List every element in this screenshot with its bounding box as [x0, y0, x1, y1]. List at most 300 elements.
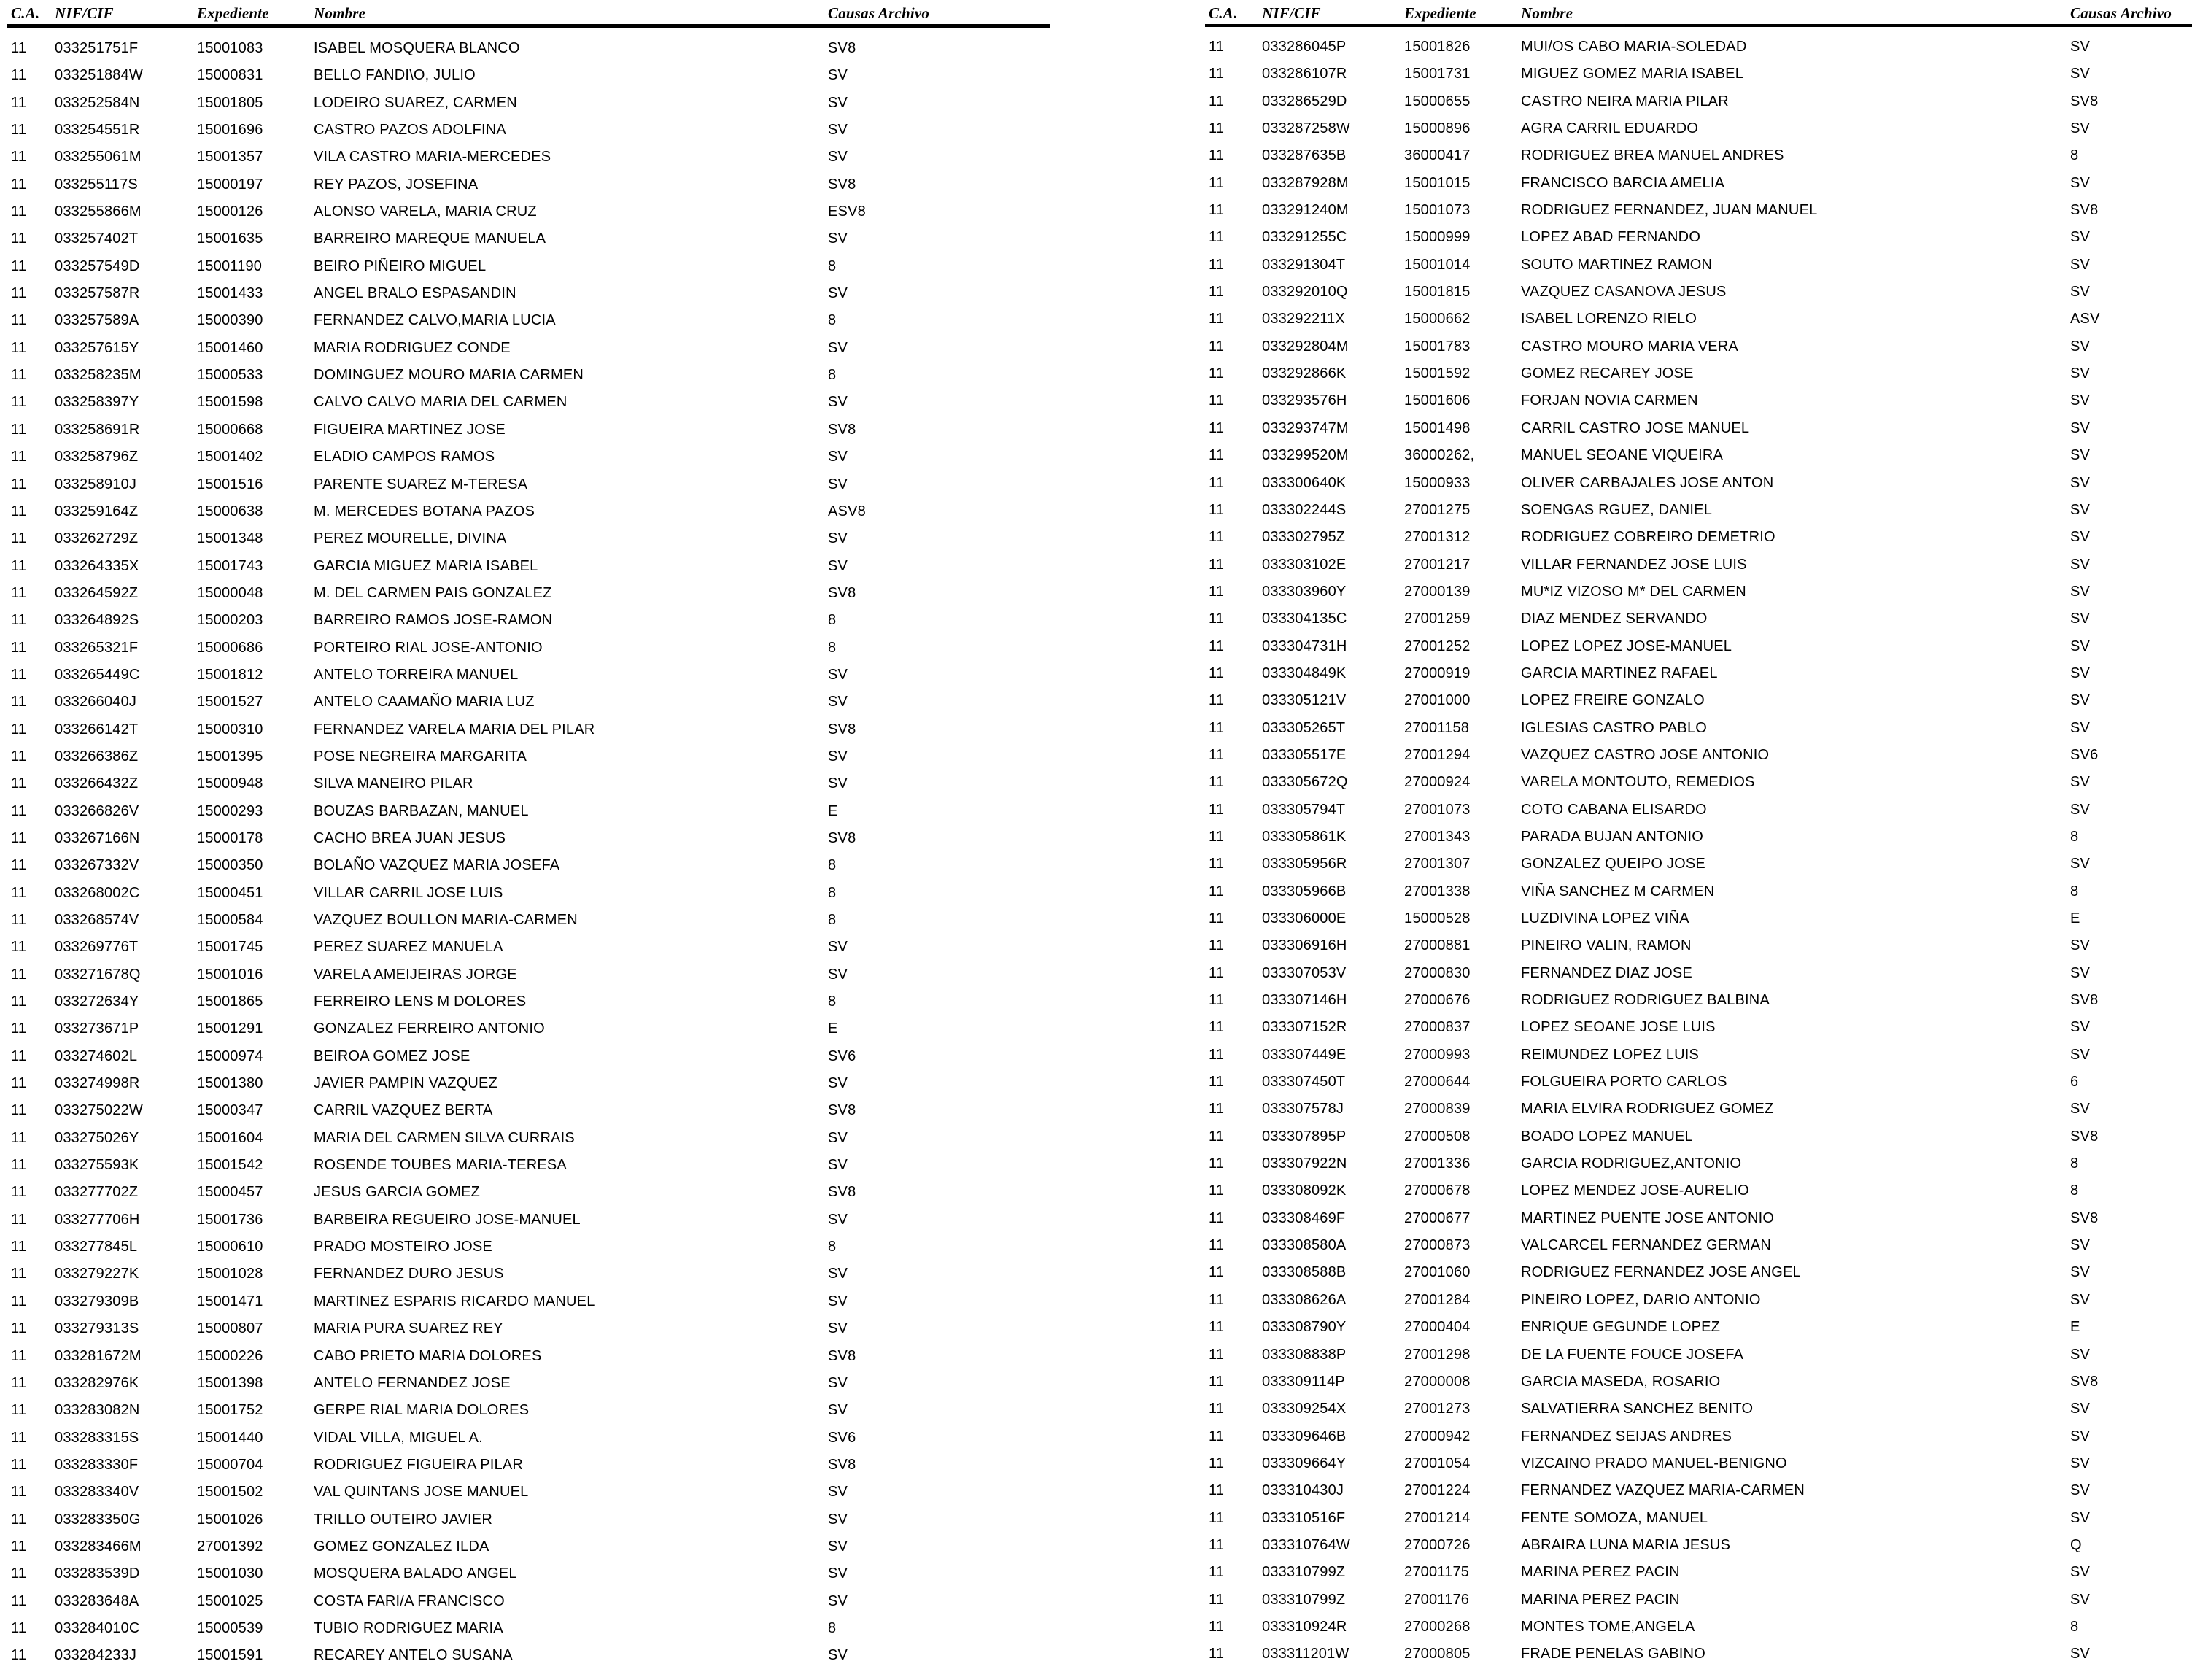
cell-causas: SV8: [828, 1347, 856, 1364]
cell-ca: 11: [1209, 1046, 1225, 1063]
cell-expediente: 15001015: [1404, 174, 1471, 191]
cell-ca: 11: [11, 939, 27, 956]
cell-expediente: 27000678: [1404, 1182, 1471, 1199]
table-row: [1205, 660, 2192, 687]
cell-ca: 11: [11, 231, 27, 247]
cell-nif: 033292211X: [1262, 311, 1345, 328]
table-row: [7, 1097, 1050, 1124]
cell-ca: 11: [11, 149, 27, 166]
cell-nif: 033305956R: [1262, 856, 1347, 872]
cell-causas: ASV8: [828, 503, 866, 519]
cell-nombre: MU*IZ VIZOSO M* DEL CARMEN: [1521, 583, 1746, 600]
cell-ca: 11: [11, 421, 27, 438]
cell-nombre: FIGUEIRA MARTINEZ JOSE: [314, 421, 506, 438]
cell-nombre: BEIROA GOMEZ JOSE: [314, 1048, 470, 1064]
cell-nombre: FERNANDEZ DIAZ JOSE: [1521, 964, 1692, 981]
table-row: [7, 580, 1050, 607]
cell-nif: 033266142T: [55, 721, 139, 738]
cell-expediente: 15001016: [197, 966, 263, 983]
cell-causas: SV: [828, 1129, 848, 1146]
cell-nombre: REIMUNDEZ LOPEZ LUIS: [1521, 1046, 1700, 1063]
cell-causas: SV: [828, 748, 848, 764]
cell-causas: SV: [2070, 937, 2091, 954]
cell-nif: 033254551R: [55, 122, 140, 139]
cell-nombre: LOPEZ SEOANE JOSE LUIS: [1521, 1019, 1716, 1036]
cell-expediente: 27001284: [1404, 1291, 1471, 1308]
cell-expediente: 15000704: [197, 1456, 263, 1473]
cell-nif: 033266386Z: [55, 748, 139, 764]
cell-expediente: 15000293: [197, 802, 263, 819]
cell-expediente: 15001028: [197, 1266, 263, 1282]
cell-expediente: 27000139: [1404, 583, 1471, 600]
table-row: [1205, 1123, 2192, 1150]
cell-ca: 11: [1209, 1264, 1225, 1281]
cell-nif: 033304135C: [1262, 611, 1347, 627]
cell-ca: 11: [1209, 338, 1225, 355]
cell-causas: SV: [2070, 665, 2091, 681]
cell-causas: SV8: [2070, 1128, 2099, 1145]
cell-nombre: IGLESIAS CASTRO PABLO: [1521, 719, 1708, 736]
cell-causas: E: [2070, 1319, 2080, 1336]
cell-nombre: VIDAL VILLA, MIGUEL A.: [314, 1429, 483, 1446]
cell-expediente: 15001348: [197, 530, 263, 547]
table-row: [7, 961, 1050, 988]
cell-nif: 033305517E: [1262, 746, 1347, 763]
table-row: [7, 35, 1050, 62]
cell-nif: 033306916H: [1262, 937, 1347, 954]
cell-expediente: 15000610: [197, 1239, 263, 1255]
cell-ca: 11: [1209, 1156, 1225, 1172]
cell-nif: 033292804M: [1262, 338, 1349, 355]
cell-nombre: CASTRO MOURO MARIA VERA: [1521, 338, 1738, 355]
cell-nif: 033264335X: [55, 557, 139, 574]
cell-ca: 11: [11, 1402, 27, 1419]
cell-causas: SV: [828, 1293, 848, 1309]
cell-ca: 11: [1209, 256, 1225, 273]
cell-nombre: BOADO LOPEZ MANUEL: [1521, 1128, 1693, 1145]
cell-nombre: GARCIA MIGUEZ MARIA ISABEL: [314, 557, 538, 574]
cell-nif: 033292010Q: [1262, 284, 1348, 301]
table-row: [7, 635, 1050, 662]
cell-nombre: MARINA PEREZ PACIN: [1521, 1564, 1680, 1581]
cell-causas: SV: [2070, 392, 2091, 409]
cell-nombre: CARRIL VAZQUEZ BERTA: [314, 1102, 493, 1119]
table-row: [1205, 960, 2192, 987]
cell-nif: 033257549D: [55, 258, 140, 274]
cell-expediente: 15001592: [1404, 365, 1471, 382]
cell-ca: 11: [11, 1293, 27, 1309]
cell-ca: 11: [1209, 93, 1225, 109]
cell-causas: SV: [2070, 1291, 2091, 1308]
cell-nif: 033302244S: [1262, 501, 1347, 518]
cell-ca: 11: [1209, 447, 1225, 464]
cell-nif: 033291304T: [1262, 256, 1346, 273]
column-header-nif: NIF/CIF: [1262, 4, 1321, 22]
cell-nif: 033283648A: [55, 1592, 139, 1609]
cell-ca: 11: [11, 912, 27, 928]
table-row: [7, 225, 1050, 252]
table-row: [1205, 1477, 2192, 1504]
cell-nombre: RODRIGUEZ FERNANDEZ JOSE ANGEL: [1521, 1264, 1801, 1281]
cell-nif: 033266432Z: [55, 775, 139, 792]
cell-nif: 033267332V: [55, 857, 139, 874]
cell-ca: 11: [1209, 392, 1225, 409]
cell-causas: 8: [828, 258, 837, 274]
cell-nif: 033300640K: [1262, 474, 1347, 491]
cell-nombre: TUBIO RODRIGUEZ MARIA: [314, 1619, 503, 1636]
table-row: [7, 1533, 1050, 1560]
cell-ca: 11: [1209, 611, 1225, 627]
table-row: [1205, 1532, 2192, 1559]
cell-nif: 033310924R: [1262, 1618, 1347, 1635]
cell-nombre: FERNANDEZ SEIJAS ANDRES: [1521, 1428, 1732, 1444]
cell-nombre: MARINA PEREZ PACIN: [1521, 1591, 1680, 1608]
cell-expediente: 15001604: [197, 1129, 263, 1146]
cell-ca: 11: [11, 1048, 27, 1064]
cell-ca: 11: [11, 966, 27, 983]
cell-expediente: 27000404: [1404, 1319, 1471, 1336]
cell-expediente: 27001054: [1404, 1455, 1471, 1471]
cell-causas: SV8: [2070, 93, 2099, 109]
table-row: [7, 1642, 1050, 1669]
cell-nif: 033308588B: [1262, 1264, 1347, 1281]
cell-causas: SV: [828, 966, 848, 983]
cell-expediente: 27001273: [1404, 1401, 1471, 1417]
cell-expediente: 15000896: [1404, 120, 1471, 137]
table-row: [1205, 1559, 2192, 1586]
cell-causas: 8: [828, 312, 837, 329]
cell-nombre: BARREIRO RAMOS JOSE-RAMON: [314, 612, 553, 629]
cell-expediente: 15001731: [1404, 66, 1471, 82]
cell-nombre: FOLGUEIRA PORTO CARLOS: [1521, 1074, 1727, 1091]
cell-nombre: VIZCAINO PRADO MANUEL-BENIGNO: [1521, 1455, 1787, 1471]
cell-ca: 11: [11, 312, 27, 329]
table-row: [7, 171, 1050, 198]
table-row: [1205, 252, 2192, 279]
cell-nombre: ALONSO VARELA, MARIA CRUZ: [314, 204, 537, 220]
cell-causas: SV: [828, 1266, 848, 1282]
table-row: [1205, 578, 2192, 605]
table-row: [7, 362, 1050, 389]
cell-causas: SV8: [828, 1184, 856, 1201]
cell-expediente: 15000933: [1404, 474, 1471, 491]
cell-ca: 11: [1209, 202, 1225, 219]
cell-nif: 033286045P: [1262, 39, 1347, 55]
cell-expediente: 15000347: [197, 1102, 263, 1119]
cell-expediente: 15001598: [197, 394, 263, 411]
cell-ca: 11: [1209, 992, 1225, 1009]
cell-nombre: VILLAR CARRIL JOSE LUIS: [314, 884, 503, 901]
cell-expediente: 15000350: [197, 857, 263, 874]
cell-causas: SV: [2070, 529, 2091, 546]
cell-expediente: 15001440: [197, 1429, 263, 1446]
cell-expediente: 27001259: [1404, 611, 1471, 627]
table-row: [1205, 1042, 2192, 1069]
cell-ca: 11: [11, 1647, 27, 1664]
cell-nif: 033279313S: [55, 1320, 139, 1337]
cell-expediente: 15000226: [197, 1347, 263, 1364]
cell-nif: 033310516F: [1262, 1509, 1346, 1526]
table-row: [1205, 1505, 2192, 1532]
cell-expediente: 15001516: [197, 476, 263, 492]
cell-nombre: ELADIO CAMPOS RAMOS: [314, 449, 495, 465]
cell-nombre: VAZQUEZ CASANOVA JESUS: [1521, 284, 1727, 301]
cell-nif: 033258691R: [55, 421, 140, 438]
cell-nombre: VARELA MONTOUTO, REMEDIOS: [1521, 774, 1755, 791]
cell-causas: SV: [2070, 1482, 2091, 1499]
cell-causas: SV: [2070, 1264, 2091, 1281]
cell-causas: SV8: [2070, 1373, 2099, 1390]
cell-nombre: LOPEZ LOPEZ JOSE-MANUEL: [1521, 638, 1732, 654]
table-row: [7, 1152, 1050, 1179]
cell-causas: SV: [2070, 474, 2091, 491]
table-row: [7, 770, 1050, 797]
cell-ca: 11: [11, 1021, 27, 1037]
cell-nombre: PINEIRO VALIN, RAMON: [1521, 937, 1692, 954]
cell-expediente: 15001591: [197, 1647, 263, 1664]
cell-ca: 11: [1209, 1346, 1225, 1363]
cell-ca: 11: [11, 1619, 27, 1636]
cell-expediente: 27000726: [1404, 1536, 1471, 1553]
cell-nombre: MARIA PURA SUAREZ REY: [314, 1320, 503, 1337]
table-row: [1205, 1232, 2192, 1259]
cell-nif: 033275026Y: [55, 1129, 139, 1146]
cell-nif: 033251751F: [55, 40, 139, 56]
cell-expediente: 15001380: [197, 1075, 263, 1092]
cell-ca: 11: [1209, 311, 1225, 328]
cell-causas: SV: [828, 1374, 848, 1391]
table-row: [7, 1425, 1050, 1452]
column-header-nombre: Nombre: [314, 4, 366, 22]
cell-nif: 033264892S: [55, 612, 139, 629]
cell-expediente: 15000178: [197, 829, 263, 846]
cell-ca: 11: [11, 666, 27, 683]
table-row: [7, 389, 1050, 416]
cell-nombre: PINEIRO LOPEZ, DARIO ANTONIO: [1521, 1291, 1761, 1308]
cell-ca: 11: [1209, 1019, 1225, 1036]
table-row: [7, 743, 1050, 770]
cell-expediente: 27000839: [1404, 1101, 1471, 1118]
cell-causas: SV: [2070, 1428, 2091, 1444]
cell-ca: 11: [11, 721, 27, 738]
cell-causas: E: [828, 1021, 838, 1037]
table-row: [1205, 1423, 2192, 1450]
cell-expediente: 15001783: [1404, 338, 1471, 355]
cell-nombre: VALCARCEL FERNANDEZ GERMAN: [1521, 1237, 1772, 1254]
cell-nif: 033273671P: [55, 1021, 139, 1037]
table-row: [7, 988, 1050, 1015]
cell-nombre: PORTEIRO RIAL JOSE-ANTONIO: [314, 639, 543, 656]
cell-causas: SV: [828, 67, 848, 84]
table-row: [7, 335, 1050, 362]
table-header-left: [7, 4, 1050, 22]
cell-nif: 033269776T: [55, 939, 139, 956]
cell-expediente: 15001402: [197, 449, 263, 465]
cell-expediente: 27000924: [1404, 774, 1471, 791]
table-row: [1205, 633, 2192, 660]
cell-causas: SV: [2070, 774, 2091, 791]
cell-nif: 033310799Z: [1262, 1564, 1346, 1581]
cell-causas: SV: [2070, 501, 2091, 518]
cell-expediente: 15001190: [197, 258, 263, 274]
table-row: [7, 825, 1050, 852]
cell-causas: SV: [2070, 338, 2091, 355]
cell-nif: 033283330F: [55, 1456, 139, 1473]
cell-expediente: 27001060: [1404, 1264, 1471, 1281]
cell-causas: 8: [828, 912, 837, 928]
cell-nombre: FERREIRO LENS M DOLORES: [314, 994, 527, 1010]
cell-ca: 11: [1209, 1209, 1225, 1226]
cell-expediente: 27000881: [1404, 937, 1471, 954]
cell-nif: 033293576H: [1262, 392, 1347, 409]
cell-causas: SV: [2070, 1646, 2091, 1662]
cell-ca: 11: [11, 1429, 27, 1446]
cell-expediente: 15000584: [197, 912, 263, 928]
cell-causas: 8: [828, 612, 837, 629]
cell-nombre: M. DEL CARMEN PAIS GONZALEZ: [314, 584, 552, 601]
cell-ca: 11: [1209, 910, 1225, 926]
table-row: [1205, 878, 2192, 905]
cell-nif: 033268574V: [55, 912, 139, 928]
cell-ca: 11: [1209, 665, 1225, 681]
cell-ca: 11: [11, 503, 27, 519]
table-row: [1205, 279, 2192, 306]
table-row: [1205, 932, 2192, 959]
cell-expediente: 27000644: [1404, 1074, 1471, 1091]
table-row: [7, 1125, 1050, 1152]
cell-expediente: 27000993: [1404, 1046, 1471, 1063]
cell-ca: 11: [11, 1075, 27, 1092]
cell-nombre: VAZQUEZ CASTRO JOSE ANTONIO: [1521, 746, 1770, 763]
cell-expediente: 27000508: [1404, 1128, 1471, 1145]
cell-expediente: 15001395: [197, 748, 263, 764]
cell-expediente: 27000677: [1404, 1209, 1471, 1226]
cell-nif: 033257587R: [55, 285, 140, 302]
cell-nombre: ANGEL BRALO ESPASANDIN: [314, 285, 516, 302]
cell-nif: 033265321F: [55, 639, 139, 656]
cell-nombre: CALVO CALVO MARIA DEL CARMEN: [314, 394, 568, 411]
cell-causas: SV: [828, 939, 848, 956]
cell-expediente: 15000533: [197, 367, 263, 384]
cell-expediente: 15001826: [1404, 39, 1471, 55]
cell-nombre: FERNANDEZ VARELA MARIA DEL PILAR: [314, 721, 595, 738]
cell-nif: 033259164Z: [55, 503, 139, 519]
cell-nombre: SOUTO MARTINEZ RAMON: [1521, 256, 1713, 273]
cell-ca: 11: [1209, 638, 1225, 654]
table-row: [7, 1315, 1050, 1342]
column-header-nif: NIF/CIF: [55, 4, 114, 22]
cell-nif: 033258910J: [55, 476, 137, 492]
cell-expediente: 15001812: [197, 666, 263, 683]
cell-causas: SV: [828, 122, 848, 139]
cell-ca: 11: [1209, 1455, 1225, 1471]
cell-expediente: 15001805: [197, 94, 263, 111]
cell-expediente: 27001214: [1404, 1509, 1471, 1526]
cell-expediente: 15001014: [1404, 256, 1471, 273]
cell-nif: 033292866K: [1262, 365, 1347, 382]
cell-causas: 8: [828, 994, 837, 1010]
cell-causas: 8: [828, 1619, 837, 1636]
table-row: [7, 198, 1050, 225]
cell-nif: 033282976K: [55, 1374, 139, 1391]
cell-nif: 033281672M: [55, 1347, 142, 1364]
cell-causas: 8: [2070, 828, 2079, 845]
table-row: [7, 144, 1050, 171]
cell-nombre: FERNANDEZ DURO JESUS: [314, 1266, 504, 1282]
cell-causas: SV: [828, 1075, 848, 1092]
cell-nombre: GOMEZ RECAREY JOSE: [1521, 365, 1694, 382]
cell-ca: 11: [11, 557, 27, 574]
cell-nif: 033257402T: [55, 231, 139, 247]
cell-ca: 11: [11, 449, 27, 465]
cell-nif: 033310799Z: [1262, 1591, 1346, 1608]
cell-expediente: 15000686: [197, 639, 263, 656]
cell-nif: 033303102E: [1262, 556, 1347, 573]
cell-nombre: JAVIER PAMPIN VAZQUEZ: [314, 1075, 498, 1092]
cell-expediente: 15001291: [197, 1021, 263, 1037]
cell-nif: 033271678Q: [55, 966, 141, 983]
cell-nif: 033309664Y: [1262, 1455, 1347, 1471]
cell-causas: SV: [828, 666, 848, 683]
cell-causas: SV8: [2070, 202, 2099, 219]
cell-nif: 033283315S: [55, 1429, 139, 1446]
cell-expediente: 27001338: [1404, 883, 1471, 899]
cell-causas: SV: [2070, 1019, 2091, 1036]
cell-ca: 11: [1209, 174, 1225, 191]
cell-nif: 033283466M: [55, 1538, 142, 1555]
cell-nif: 033307152R: [1262, 1019, 1347, 1036]
cell-ca: 11: [11, 1592, 27, 1609]
table-row: [1205, 1450, 2192, 1477]
table-row: [1205, 88, 2192, 115]
table-body-right: [1205, 34, 2192, 1668]
table-row: [7, 253, 1050, 280]
cell-ca: 11: [11, 285, 27, 302]
cell-nombre: MARIA RODRIGUEZ CONDE: [314, 339, 511, 356]
cell-nombre: LODEIRO SUAREZ, CARMEN: [314, 94, 517, 111]
cell-nombre: BELLO FANDI\O, JULIO: [314, 67, 476, 84]
cell-causas: 8: [828, 367, 837, 384]
cell-nif: 033305861K: [1262, 828, 1347, 845]
table-row: [7, 1506, 1050, 1533]
table-row: [1205, 1069, 2192, 1096]
table-row: [7, 1397, 1050, 1424]
cell-ca: 11: [1209, 964, 1225, 981]
cell-nombre: FENTE SOMOZA, MANUEL: [1521, 1509, 1708, 1526]
table-row: [1205, 360, 2192, 387]
cell-nif: 033255061M: [55, 149, 142, 166]
table-row: [1205, 142, 2192, 169]
column-header-ca: C.A.: [1209, 4, 1238, 22]
cell-nif: 033307450T: [1262, 1074, 1346, 1091]
cell-ca: 11: [11, 829, 27, 846]
cell-nombre: MANUEL SEOANE VIQUEIRA: [1521, 447, 1724, 464]
cell-expediente: 15000197: [197, 176, 263, 193]
cell-expediente: 27000942: [1404, 1428, 1471, 1444]
cell-expediente: 15000310: [197, 721, 263, 738]
cell-causas: SV: [2070, 1046, 2091, 1063]
cell-nombre: VIÑA SANCHEZ M CARMEN: [1521, 883, 1715, 899]
cell-nif: 033305265T: [1262, 719, 1346, 736]
cell-nombre: MOSQUERA BALADO ANGEL: [314, 1565, 517, 1582]
table-row: [1205, 987, 2192, 1014]
cell-causas: SV: [2070, 1564, 2091, 1581]
cell-nif: 033286107R: [1262, 66, 1347, 82]
cell-nif: 033302795Z: [1262, 529, 1346, 546]
cell-ca: 11: [1209, 147, 1225, 164]
cell-expediente: 15000528: [1404, 910, 1471, 926]
cell-nombre: GARCIA MARTINEZ RAFAEL: [1521, 665, 1718, 681]
